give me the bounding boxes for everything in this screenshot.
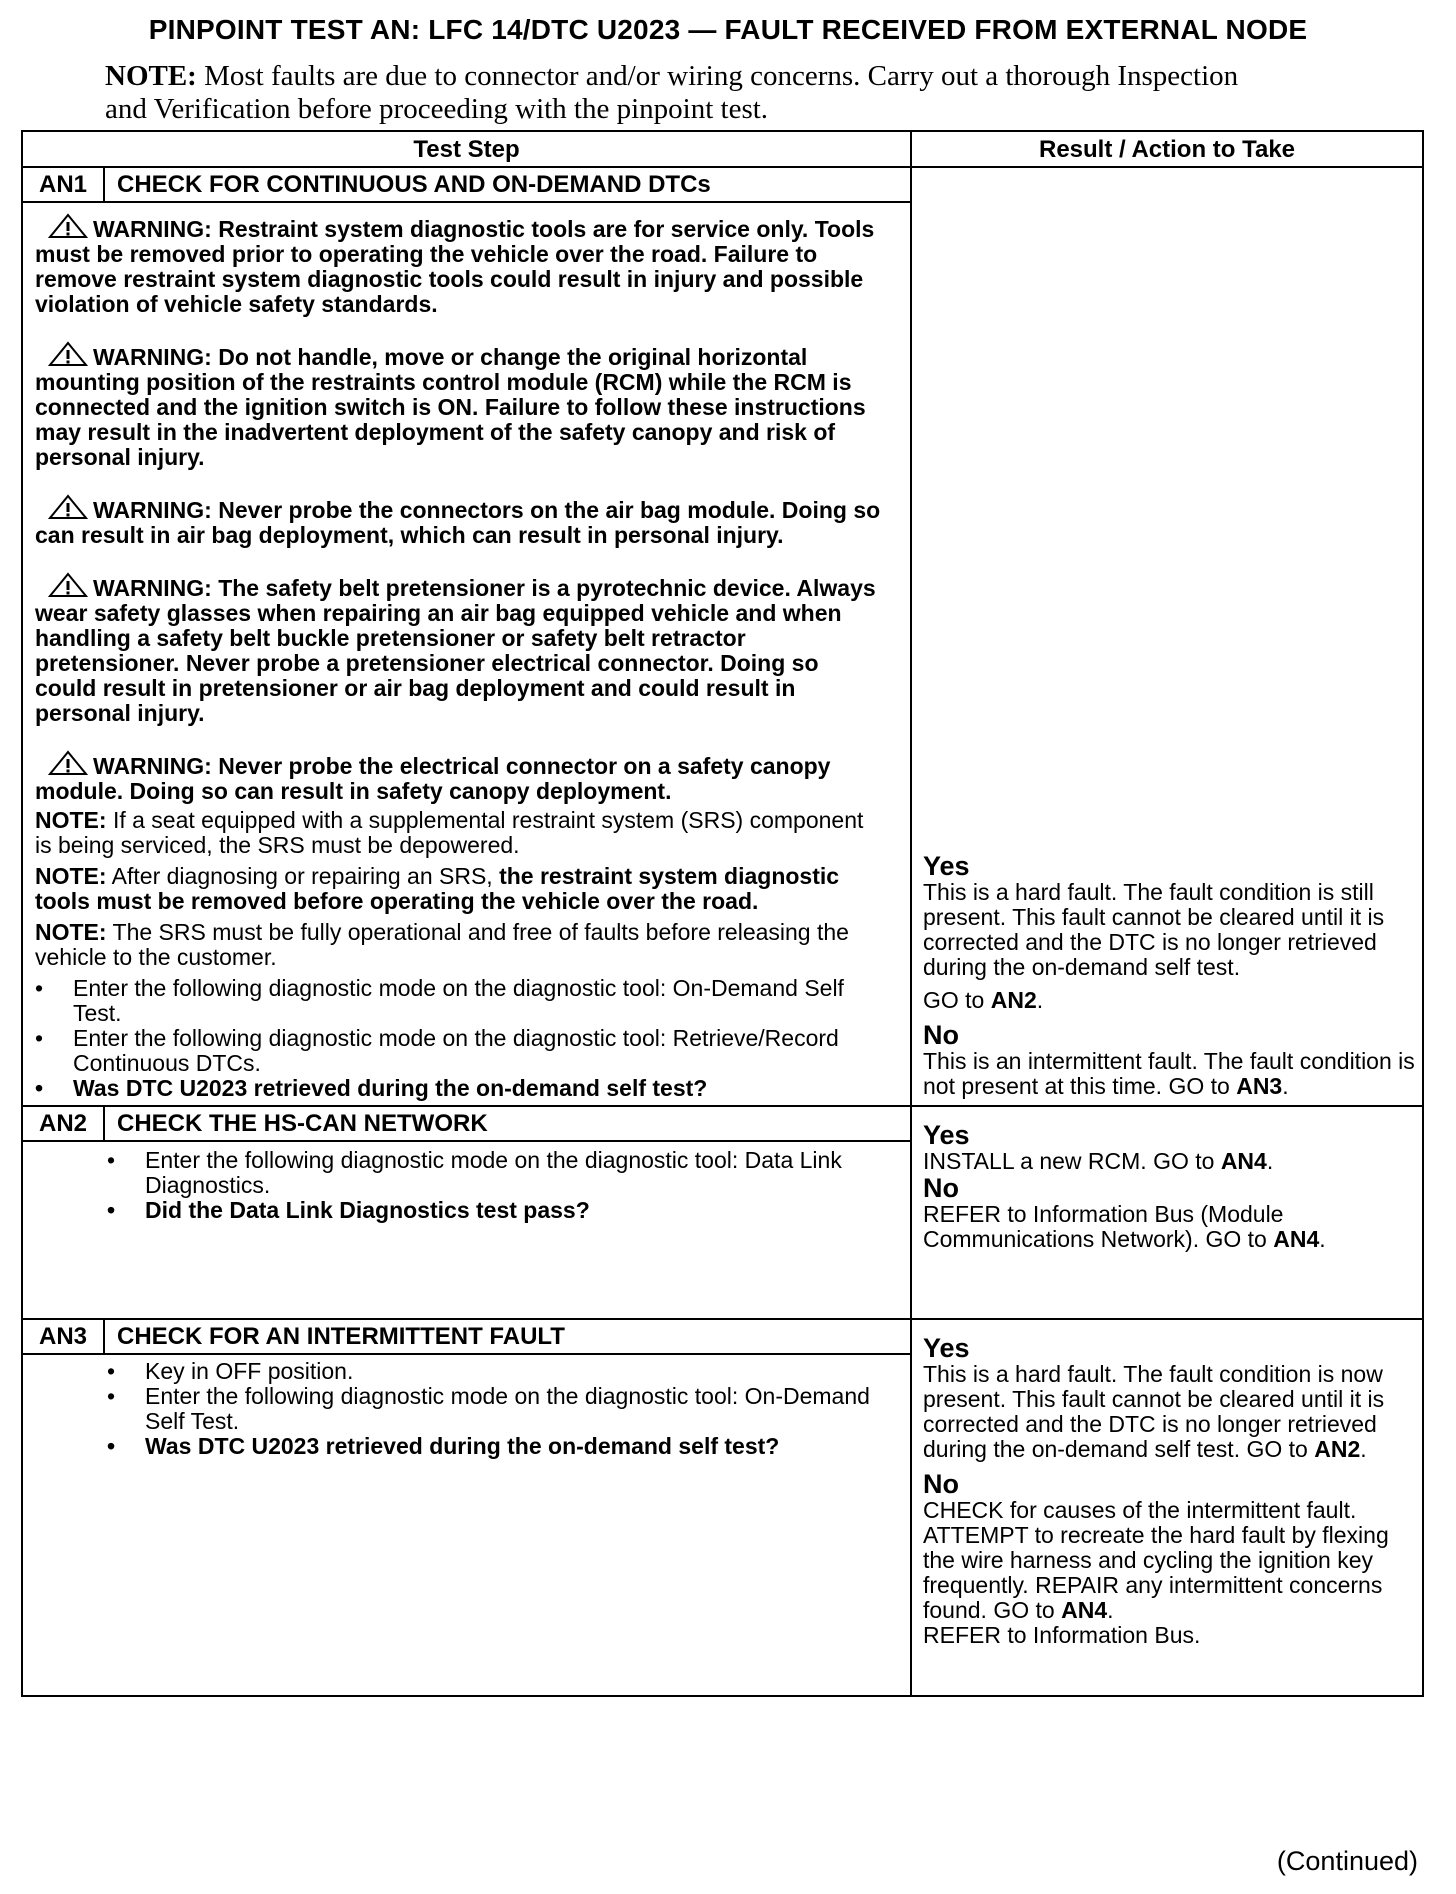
result-no-label: No — [923, 1173, 959, 1203]
result-yes-text: INSTALL a new RCM. GO to AN4. — [923, 1148, 1274, 1174]
note — [35, 920, 886, 970]
yes-text: INSTALL a new RCM. GO to — [923, 1148, 1221, 1174]
header-result-action: Result / Action to Take — [911, 131, 1423, 167]
result-yes-label: Yes — [923, 1333, 970, 1363]
warning-triangle-icon — [47, 572, 89, 598]
result-no-tail: REFER to Information Bus. — [923, 1622, 1201, 1648]
pinpoint-test-table — [21, 130, 1424, 1697]
instruction-item: • Enter the following diagnostic mode on the diagnostic tool: Data Link Diagnostics. — [107, 1148, 886, 1198]
note — [35, 864, 886, 914]
go-to-link[interactable]: AN4 — [1220, 1148, 1267, 1174]
warning-block — [35, 494, 886, 548]
warning-text: WARNING: Never probe the electrical connector on a safety canopy module. Doing so can result in safety canopy deployment. — [35, 753, 831, 804]
warning-triangle-icon — [47, 341, 89, 367]
warning-text: WARNING: Do not handle, move or change the original horizontal mounting position of the restraints control module (RCM) while the RCM is connected and the ignition switch is ON. Failure to follow these instructions may result in the inadvertent deployment of the safety canopy and risk of personal injury. — [35, 344, 866, 470]
note-text: If a seat equipped with a supplemental restraint system (SRS) component is being serviced, the SRS must be depowered. — [35, 807, 864, 858]
step-an3-body — [22, 1354, 911, 1696]
result-yes-text: This is a hard fault. The fault condition is still present. This fault cannot be cleared until it is corrected and the DTC is no longer retrieved during the on-demand self test. — [923, 879, 1385, 980]
warning-block — [35, 572, 886, 726]
yes-text: This is a hard fault. The fault condition is now present. This fault cannot be cleared until it is corrected and the DTC is no longer retrieved during the on-demand self test. GO to — [923, 1361, 1385, 1462]
result-no-text: REFER to Information Bus (Module Communications Network). GO to AN4. — [923, 1201, 1326, 1252]
warning-text: WARNING: Never probe the connectors on the air bag module. Doing so can result in air bag deployment, which can result in personal injury. — [35, 497, 881, 548]
intro-note — [105, 60, 1255, 126]
warning-text: WARNING: Restraint system diagnostic tools are for service only. Tools must be removed prior to operating the vehicle over the road. Failure to remove restraint system diagnostic tools could result in injury and possible violation of vehicle safety standards. — [35, 216, 875, 317]
result-yes-go: GO to AN2. — [923, 987, 1044, 1013]
note-label: NOTE: — [35, 863, 107, 889]
note — [35, 808, 886, 858]
step-question: • Did the Data Link Diagnostics test pass? — [107, 1198, 886, 1223]
no-text: This is an intermittent fault. The fault condition is not present at this time. GO to — [923, 1048, 1415, 1099]
go-to-text: GO to — [923, 987, 991, 1013]
warning-block — [35, 341, 886, 470]
note-label: NOTE: — [35, 807, 107, 833]
step-instructions — [107, 1148, 886, 1223]
step-an2-title-row — [22, 1106, 1423, 1141]
instruction-item: • Enter the following diagnostic mode on the diagnostic tool: Retrieve/Record Continuous DTCs. — [35, 1026, 886, 1076]
table-header-row — [22, 131, 1423, 167]
no-text: CHECK for causes of the intermittent fault. ATTEMPT to recreate the hard fault by flexing the wire harness and cycling the ignition key frequently. REPAIR any intermittent concerns found. GO to — [923, 1497, 1389, 1623]
instruction-item: • Key in OFF position. — [107, 1359, 886, 1384]
intro-note-label: NOTE: — [105, 60, 197, 92]
header-test-step: Test Step — [22, 131, 911, 167]
step-id: AN1 — [22, 167, 104, 202]
instruction-item: • Enter the following diagnostic mode on the diagnostic tool: On-Demand Self Test. — [107, 1384, 886, 1434]
result-no-text: This is an intermittent fault. The fault condition is not present at this time. GO to AN3. — [923, 1048, 1415, 1099]
warning-text: WARNING: The safety belt pretensioner is a pyrotechnic device. Always wear safety glasses when repairing an air bag equipped vehicle and when handling a safety belt buckle pretensioner or safety belt retractor pretensioner. Never probe a pretensioner electrical connector. Doing so could result in pretensioner or air bag deployment and could result in personal injury. — [35, 575, 876, 726]
step-title: CHECK FOR AN INTERMITTENT FAULT — [104, 1319, 911, 1354]
note-text: After diagnosing or repairing an SRS, — [106, 863, 500, 889]
step-instructions — [35, 976, 886, 1101]
result-yes-label: Yes — [923, 1120, 970, 1150]
no-text: REFER to Information Bus (Module Communications Network). GO to — [923, 1201, 1284, 1252]
result-yes-text: This is a hard fault. The fault condition is now present. This fault cannot be cleared until it is corrected and the DTC is no longer retrieved during the on-demand self test. GO to AN2. — [923, 1361, 1385, 1462]
step-an1-result — [911, 167, 1423, 1106]
note-bold-text: the restraint system diagnostic tools must be removed before operating the vehicle over the road. — [35, 863, 840, 914]
step-question: • Was DTC U2023 retrieved during the on-demand self test? — [107, 1434, 886, 1459]
result-no-text: CHECK for causes of the intermittent fault. ATTEMPT to recreate the hard fault by flexing the wire harness and cycling the ignition key frequently. REPAIR any intermittent concerns found. GO to AN4. — [923, 1497, 1389, 1623]
note-label: NOTE: — [35, 919, 107, 945]
step-an2-result — [911, 1106, 1423, 1319]
warning-triangle-icon — [47, 750, 89, 776]
go-to-link[interactable]: AN2 — [1314, 1436, 1361, 1462]
step-id: AN3 — [22, 1319, 104, 1354]
warning-triangle-icon — [47, 494, 89, 520]
intro-note-text: Most faults are due to connector and/or wiring concerns. Carry out a thorough Inspection and Verification before proceeding with the pinpoint test. — [105, 60, 1239, 125]
step-id: AN2 — [22, 1106, 104, 1141]
step-title: CHECK FOR CONTINUOUS AND ON-DEMAND DTCs — [104, 167, 911, 202]
warning-block — [35, 750, 886, 804]
step-an2-body — [22, 1141, 911, 1319]
step-an3-result — [911, 1319, 1423, 1696]
result-no-label: No — [923, 1469, 959, 1499]
warning-triangle-icon — [47, 213, 89, 239]
go-to-link[interactable]: AN3 — [1236, 1073, 1283, 1099]
warning-block — [35, 213, 886, 317]
go-to-link[interactable]: AN4 — [1061, 1597, 1108, 1623]
note-text: The SRS must be fully operational and free of faults before releasing the vehicle to the customer. — [35, 919, 849, 970]
result-yes-label: Yes — [923, 851, 970, 881]
step-title: CHECK THE HS-CAN NETWORK — [104, 1106, 911, 1141]
step-an3-title-row — [22, 1319, 1423, 1354]
step-an1-title-row — [22, 167, 1423, 202]
step-an1-body — [22, 202, 911, 1106]
go-to-link[interactable]: AN2 — [990, 987, 1037, 1013]
go-to-link[interactable]: AN4 — [1273, 1226, 1320, 1252]
step-instructions — [107, 1359, 886, 1459]
result-no-label: No — [923, 1020, 959, 1050]
instruction-item: • Enter the following diagnostic mode on the diagnostic tool: On-Demand Self Test. — [35, 976, 886, 1026]
page-title: PINPOINT TEST AN: LFC 14/DTC U2023 — FAULT RECEIVED FROM EXTERNAL NODE — [148, 14, 1308, 45]
continued-label: (Continued) — [1276, 1846, 1418, 1876]
step-question: • Was DTC U2023 retrieved during the on-demand self test? — [35, 1076, 886, 1101]
